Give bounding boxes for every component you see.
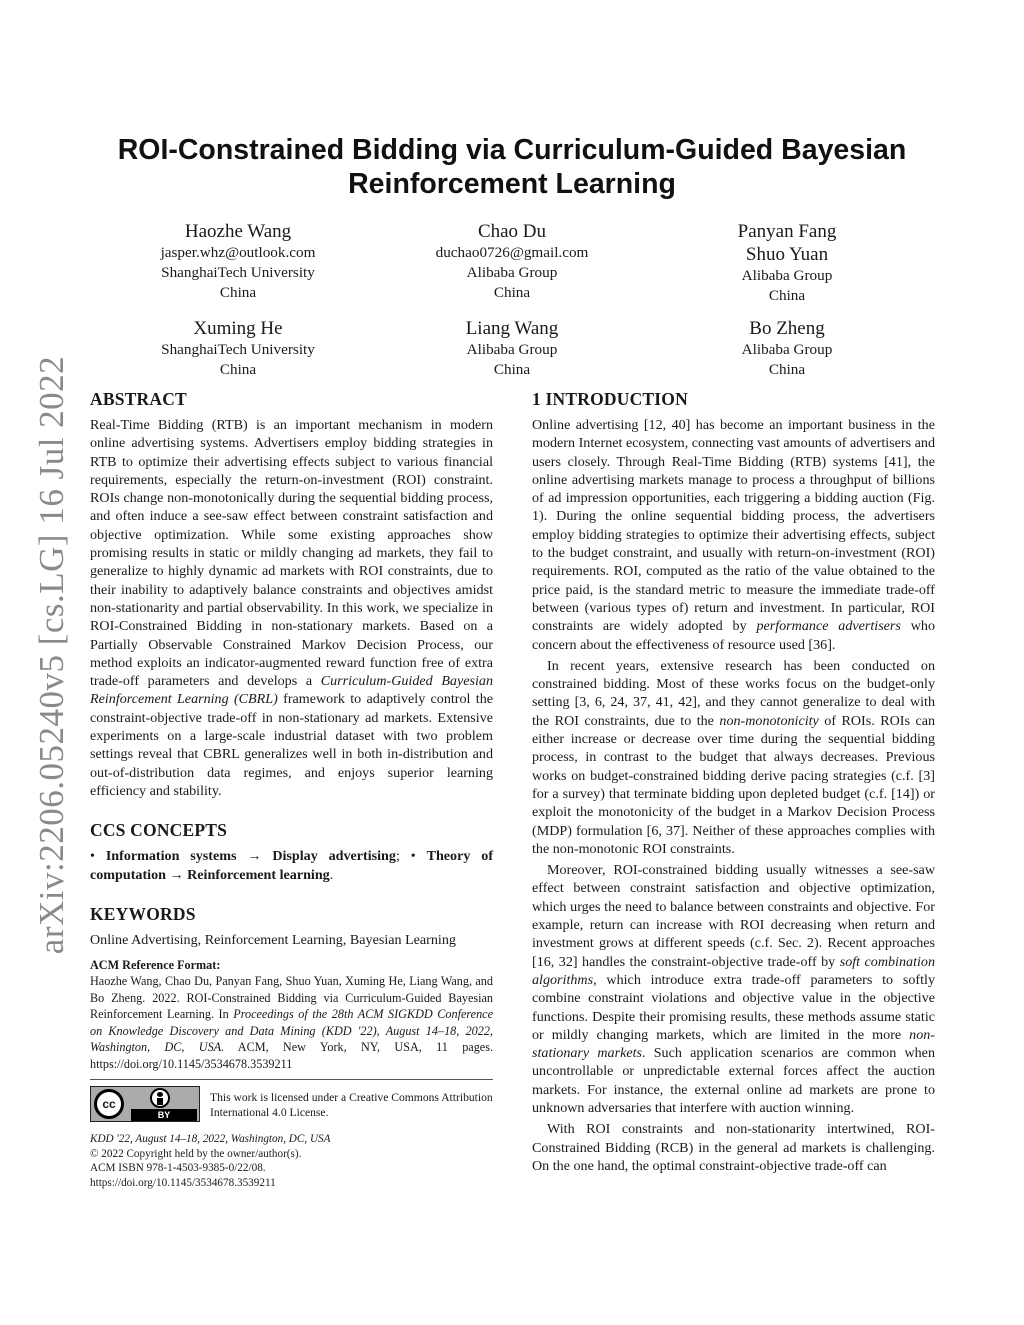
author-block <box>108 317 368 380</box>
intro-text-part: Online advertising [12, 40] has become an important business in the modern Internet ecosystem, connecting vast amounts of advertisers and users closely. Through Real-Time Bidding (RTB) systems [41], the online advertising markets manage to process a throughput of billions of ad impression opportunities, each triggering a bidding auction (Fig. 1). During the online sequential bidding process, the advertisers employ bidding strategies to optimize their advertising effects, subject to the budget constraint, and usually with return-on-investment (ROI) requirements. ROI, computed as the ratio of the value obtained to the price paid, is the standard metric to measure the immediate trade-off between (various types of) return and investment. In particular, ROI constraints are widely adopted by <box>532 417 935 635</box>
author-affiliation: ShanghaiTech University <box>161 264 315 281</box>
bullet: • <box>410 848 416 865</box>
separator: ; <box>395 848 400 865</box>
abstract-text-italic: Curriculum-Guided Bayesian Reinforcement Learning (CBRL) <box>90 673 493 708</box>
intro-text-part: , which introduce extra trade-off parameters to softly combine constraint violations and objective value in the objective functions. Despite their promising results, these methods assume static or mildly changing markets, which are limited in the more <box>532 971 935 1043</box>
cc-by-license-icon <box>90 1086 200 1122</box>
arrow: → <box>247 848 262 865</box>
author-country: China <box>493 361 531 378</box>
arxiv-id: arXiv:2206.05240v5 [cs.LG] 16 Jul 2022 <box>32 355 71 955</box>
author-email: jasper.whz@outlook.com <box>160 244 316 261</box>
keywords-heading: KEYWORDS <box>90 903 196 924</box>
author-block <box>657 220 917 306</box>
venue-line: KDD '22, August 14–18, 2022, Washington, DC, USA <box>90 1133 331 1145</box>
intro-paragraph <box>532 657 935 858</box>
acm-ref-italic: Proceedings of the 28th ACM SIGKDD Conference on Knowledge Discovery and Data Mining (KDD '22), August 14–18, 2022, Washington, DC, USA. <box>90 1007 493 1055</box>
author-name: Panyan Fang <box>737 221 837 242</box>
intro-paragraph <box>532 416 935 654</box>
ccs-concepts <box>90 847 493 884</box>
intro-text-part: Moreover, ROI-constrained bidding usually witnesses a see-saw effect between constraint satisfaction and objective optimization, which urges the need to balance between constraints and objective. For example, return can increase with ROI decreasing when return and investment grows at different speeds (c.f. Sec. 2). Recent approaches [16, 32] handles the constraint-objective trade-off by <box>532 862 935 970</box>
title-line-1: ROI-Constrained Bidding via Curriculum-Guided Bayesian <box>117 134 907 166</box>
cc-icon: cc <box>94 1089 124 1119</box>
author-affiliation: Alibaba Group <box>741 267 833 284</box>
ccs-term: Display advertising <box>272 848 396 865</box>
author-country: China <box>219 284 257 301</box>
acm-reference-heading: ACM Reference Format: <box>90 958 221 973</box>
intro-paragraph: With ROI constraints and non-stationarity intertwined, ROI-Constrained Bidding (RCB) in the general ad markets is challenging. On the one hand, the optimal constraint-objective trade-off can <box>532 1121 935 1174</box>
intro-text-part: In recent years, extensive research has been conducted on constrained bidding. Most of these works focus on the budget-only setting [3, 6, 24, 37, 41, 42], and they cannot generalize to deal with the ROI constraints, due to the <box>532 657 935 729</box>
author-name: Bo Zheng <box>749 318 825 339</box>
ccs-term: Information systems <box>105 848 237 865</box>
ccs-term: Reinforcement learning <box>187 866 330 883</box>
venue-block <box>90 1132 493 1190</box>
author-block <box>108 220 368 303</box>
keywords-text: Online Advertising, Reinforcement Learning, Bayesian Learning <box>90 931 456 948</box>
paper-title <box>90 133 934 201</box>
author-block <box>382 317 642 380</box>
title-line-2: Reinforcement Learning <box>348 168 676 200</box>
author-country: China <box>768 361 806 378</box>
acm-reference-text <box>90 973 493 1072</box>
copyright-line: © 2022 Copyright held by the owner/author(s). <box>90 1147 302 1160</box>
attribution-icon <box>150 1088 170 1108</box>
license-text: This work is licensed under a Creative Commons Attribution International 4.0 License. <box>210 1091 493 1119</box>
ccs-heading: CCS CONCEPTS <box>90 820 228 841</box>
intro-text-part: who concern about the effectiveness of resource used [36]. <box>532 618 935 653</box>
author-block <box>657 317 917 380</box>
ccs-term: Theory of computation <box>90 848 494 883</box>
intro-paragraph <box>532 861 935 1117</box>
author-affiliation: ShanghaiTech University <box>161 341 315 358</box>
author-affiliation: Alibaba Group <box>466 341 558 358</box>
author-country: China <box>493 284 531 301</box>
isbn-line: ACM ISBN 978-1-4503-9385-0/22/08. <box>90 1162 266 1175</box>
license-divider <box>90 1079 493 1080</box>
period: . <box>329 866 334 883</box>
abstract-text-part: Real-Time Bidding (RTB) is an important mechanism in modern online advertising systems. Advertisers employ bidding strategies in RTB to optimize their advertising effects subject to various financial requirements, especially the return-on-investment (ROI) constraint. ROIs change non-monotonically during the sequential bidding process, and often induce a see-saw effect between constraint satisfaction and objective optimization. While some existing approaches show promising results in static or mildly changing ad markets, they fail to generalize to highly dynamic ad markets with ROI constraints, due to their inability to adaptively balance constraints and objectives amidst non-stationarity and partial observability. In this work, we specialize in ROI-Constrained Bidding in non-stationary markets. Based on a Partially Observable Constrained Markov Decision Process, our method exploits an indicator-augmented reward function free of extra trade-off parameters and develops a <box>90 417 493 690</box>
author-name: Xuming He <box>193 318 283 339</box>
author-country: China <box>768 287 806 304</box>
author-email: duchao0726@gmail.com <box>435 244 589 261</box>
author-name: Chao Du <box>477 221 547 242</box>
left-column <box>90 388 493 1072</box>
author-block <box>382 220 642 303</box>
acm-ref-part: ACM, New York, NY, USA, 11 pages. https://doi.org/10.1145/3534678.3539211 <box>90 1040 493 1071</box>
intro-text-part: . Such application scenarios are common when uncontrollable or unpredictable external forces affect the auction markets. For instance, the external online ad markets are prone to unknown adversaries that interfere with auction winning. <box>532 1045 935 1116</box>
abstract-text-part: framework to adaptively control the constraint-objective trade-off in non-stationary ad markets. Extensive experiments on a large-scale industrial dataset with two problem settings reveal that CBRL generalizes well in both in-distribution and out-of-distribution data regimes, and enjoys superior learning efficiency and stability. <box>90 691 493 799</box>
doi-link[interactable]: https://doi.org/10.1145/3534678.3539211 <box>90 1176 276 1189</box>
author-affiliation: Alibaba Group <box>466 264 558 281</box>
arrow: → <box>169 866 184 883</box>
author-name: Liang Wang <box>465 318 559 339</box>
right-column <box>532 388 935 1175</box>
bullet: • <box>90 848 95 865</box>
by-label: BY <box>131 1109 197 1121</box>
intro-text-italic: non-stationary markets <box>532 1026 935 1062</box>
introduction-heading: 1 INTRODUCTION <box>532 389 688 409</box>
intro-text-italic: soft combination algorithms <box>532 953 935 988</box>
abstract-heading: ABSTRACT <box>90 389 187 409</box>
acm-ref-part: Haozhe Wang, Chao Du, Panyan Fang, Shuo Yuan, Xuming He, Liang Wang, and Bo Zheng. 2022. ROI-Constrained Bidding via Curriculum-Guided Bayesian Reinforcement Learning. In <box>90 974 493 1022</box>
abstract-text <box>90 416 493 800</box>
intro-text-part: of ROIs. ROIs can either increase or decrease over time during the sequential bidding process, in contrast to the budget that always decreases. Previous works on budget-constrained bidding derive pacing strategies (c.f. [3] for a survey) that terminate bidding upon depleted budget (c.f. [14]) or exploit the monotonicity of the budget in a Markov Decision Process (MDP) formulation [6, 37]. Neither of these approaches complies with the non-monotonic ROI constraints. <box>532 712 935 857</box>
author-name: Shuo Yuan <box>745 244 829 265</box>
author-country: China <box>219 361 257 378</box>
intro-text-italic: performance advertisers <box>756 618 901 635</box>
author-affiliation: Alibaba Group <box>741 341 833 358</box>
intro-text-italic: non-monotonicity <box>719 712 819 729</box>
author-name: Haozhe Wang <box>184 221 292 242</box>
